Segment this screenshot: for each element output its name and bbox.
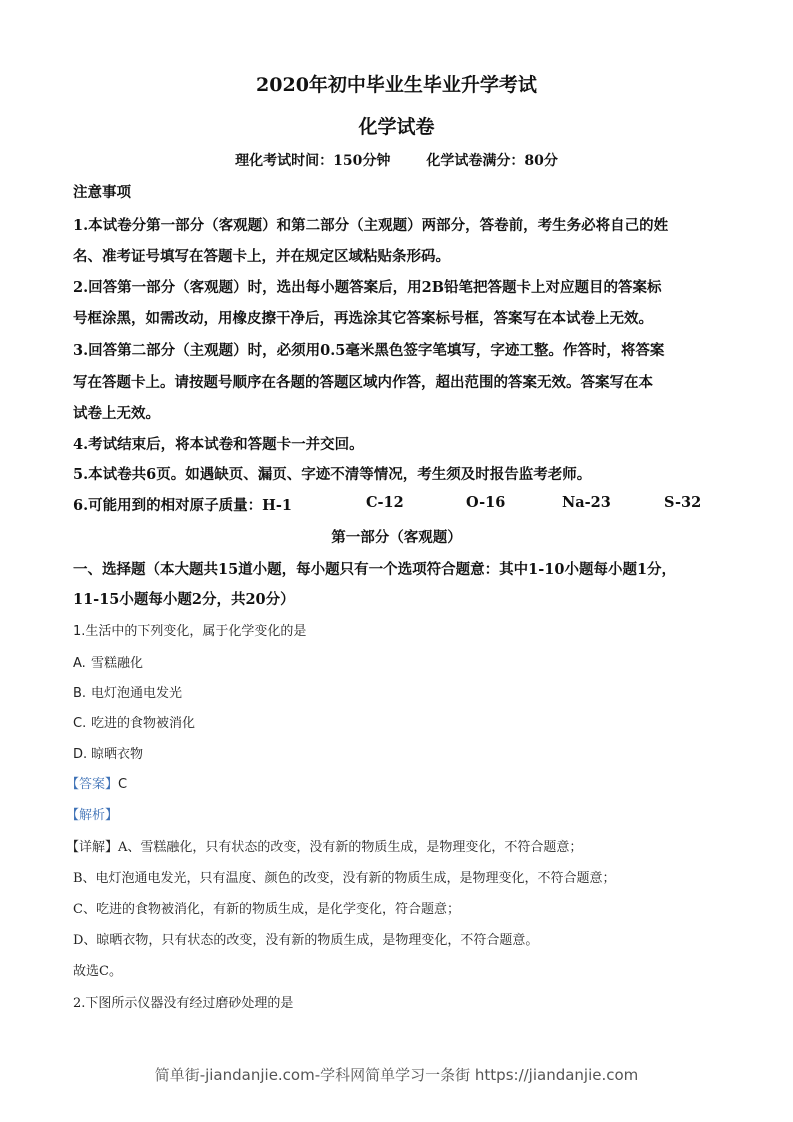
exam-subtitle: 化学试卷	[358, 116, 435, 138]
atomic-mass-c: C-12	[366, 494, 404, 511]
atomic-mass-label: 6.可能用到的相对原子质量：H-1	[73, 497, 292, 514]
notice-line: 3.回答第二部分（主观题）时，必须用0.5毫米黑色签字笔填写，字迹工整。作答时，将答案	[73, 342, 665, 359]
atomic-mass-o: O-16	[466, 494, 506, 511]
analysis-tag: 【解析】	[66, 808, 119, 823]
detail-tag: 【详解】	[66, 840, 119, 855]
notice-line: 5.本试卷共6页。如遇缺页、漏页、字迹不清等情况，考生须及时报告监考老师。	[73, 466, 592, 483]
notice-line: 4.考试结束后，将本试卷和答题卡一并交回。	[73, 436, 364, 453]
part1-heading: 第一部分（客观题）	[331, 529, 462, 546]
notice-line: 2.回答第一部分（客观题）时，选出每小题答案后，用2B铅笔把答题卡上对应题目的答案标	[73, 279, 662, 296]
atomic-mass-na: Na-23	[562, 494, 611, 511]
option-c: C. 吃进的食物被消化	[73, 716, 196, 731]
notice-line: 1.本试卷分第一部分（客观题）和第二部分（主观题）两部分，答卷前，考生务必将自己的姓	[73, 217, 669, 234]
section-description: 11-15小题每小题2分，共20分）	[73, 591, 295, 608]
answer-line	[66, 773, 127, 792]
conclusion: 故选C。	[73, 964, 122, 979]
answer-tag: 【答案】	[66, 777, 119, 792]
option-d: D. 晾晒衣物	[73, 747, 144, 762]
detail-line: D、晾晒衣物，只有状态的改变，没有新的物质生成，是物理变化，不符合题意。	[73, 933, 539, 948]
watermark-footer: 简单街-jiandanjie.com-学科网简单学习一条街 https://jiandanjie.com	[154, 1066, 639, 1084]
atomic-mass-s: S-32	[664, 494, 702, 511]
detail-line: B、电灯泡通电发光，只有温度、颜色的改变，没有新的物质生成，是物理变化，不符合题意；	[73, 871, 616, 886]
notice-line: 试卷上无效。	[73, 405, 160, 422]
notice-line: 号框涂黑，如需改动，用橡皮擦干净后，再选涂其它答案标号框，答案写在本试卷上无效。	[73, 310, 653, 327]
exam-meta	[0, 150, 793, 170]
question-1-stem: 1.生活中的下列变化，属于化学变化的是	[73, 624, 307, 639]
detail-line: 【详解】A、雪糕融化，只有状态的改变，没有新的物质生成，是物理变化，不符合题意；	[66, 840, 583, 855]
answer-value: C	[118, 777, 128, 792]
notice-heading: 注意事项	[73, 184, 131, 201]
exam-title: 2020年初中毕业生毕业升学考试	[256, 74, 537, 96]
question-2-stem: 2.下图所示仪器没有经过磨砂处理的是	[73, 996, 294, 1011]
detail-line: C、吃进的食物被消化，有新的物质生成，是化学变化，符合题意；	[73, 902, 460, 917]
section-description: 一、选择题（本大题共15道小题，每小题只有一个选项符合题意：其中1-10小题每小题1分，	[73, 561, 677, 578]
option-a: A. 雪糕融化	[73, 656, 144, 671]
notice-line: 名、准考证号填写在答题卡上，并在规定区域粘贴条形码。	[73, 248, 450, 265]
notice-line: 写在答题卡上。请按题号顺序在各题的答题区域内作答，超出范围的答案无效。答案写在本	[73, 374, 653, 391]
full-score: 化学试卷满分：80分	[426, 153, 558, 169]
option-b: B. 电灯泡通电发光	[73, 686, 183, 701]
exam-time: 理化考试时间：150分钟	[235, 153, 391, 169]
